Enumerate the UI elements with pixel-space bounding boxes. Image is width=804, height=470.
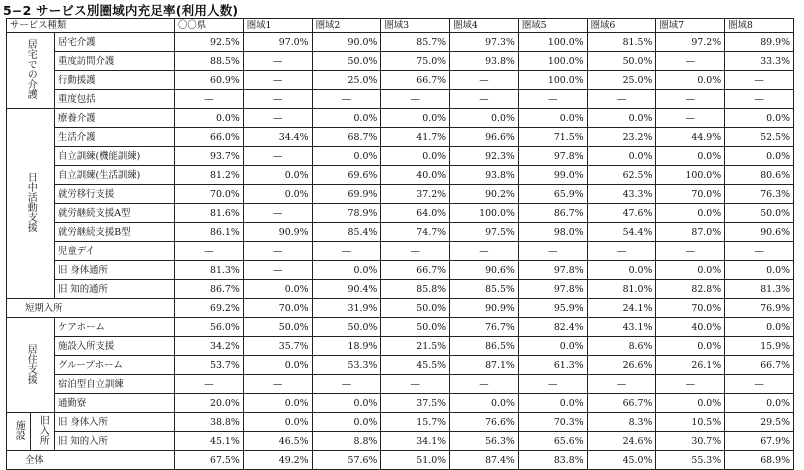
table-cell: 0.0%	[243, 356, 312, 375]
row-label: 宿泊型自立訓練	[55, 375, 175, 394]
table-cell: 0.0%	[243, 185, 312, 204]
table-cell: 29.5%	[725, 413, 794, 432]
table-cell: 25.0%	[587, 71, 656, 90]
table-cell: 50.0%	[312, 52, 381, 71]
table-cell: —	[587, 242, 656, 261]
table-cell: 60.9%	[175, 71, 244, 90]
header-column: 圏域6	[587, 19, 656, 33]
table-cell: 90.9%	[243, 223, 312, 242]
table-cell: 0.0%	[587, 147, 656, 166]
table-cell: 66.7%	[587, 394, 656, 413]
table-cell: 80.6%	[725, 166, 794, 185]
table-cell: —	[725, 242, 794, 261]
table-cell: —	[312, 90, 381, 109]
table-header-row	[7, 19, 794, 33]
row-label: 旧 身体入所	[55, 413, 175, 432]
row-label: 旧 知的入所	[55, 432, 175, 451]
table-cell: 26.1%	[656, 356, 725, 375]
table-cell: —	[243, 204, 312, 223]
table-cell: 93.7%	[175, 147, 244, 166]
table-cell: 21.5%	[381, 337, 450, 356]
row-label: 就労移行支援	[55, 185, 175, 204]
table-row	[7, 299, 794, 318]
table-cell: 18.9%	[312, 337, 381, 356]
table-cell: 65.6%	[518, 432, 587, 451]
table-cell: 90.6%	[725, 223, 794, 242]
table-cell: 97.8%	[518, 280, 587, 299]
table-cell: 37.5%	[381, 394, 450, 413]
table-cell: 31.9%	[312, 299, 381, 318]
header-column: 圏域4	[450, 19, 519, 33]
table-cell: 86.5%	[450, 337, 519, 356]
table-row	[7, 33, 794, 52]
table-cell: —	[656, 375, 725, 394]
table-cell: 66.7%	[725, 356, 794, 375]
table-cell: 34.4%	[243, 128, 312, 147]
table-cell: 97.5%	[450, 223, 519, 242]
table-cell: 70.0%	[656, 185, 725, 204]
table-cell: 90.0%	[312, 33, 381, 52]
table-cell: —	[381, 90, 450, 109]
table-cell: 90.2%	[450, 185, 519, 204]
table-cell: 85.5%	[450, 280, 519, 299]
table-cell: 0.0%	[725, 318, 794, 337]
table-cell: —	[656, 90, 725, 109]
table-cell: 99.0%	[518, 166, 587, 185]
table-cell: 55.3%	[656, 451, 725, 470]
table-cell: 8.6%	[587, 337, 656, 356]
category-label	[7, 33, 55, 109]
table-cell: 56.0%	[175, 318, 244, 337]
table-cell: —	[175, 90, 244, 109]
table-cell: 8.3%	[587, 413, 656, 432]
table-cell: 85.8%	[381, 280, 450, 299]
table-cell: 24.1%	[587, 299, 656, 318]
table-row	[7, 223, 794, 242]
table-cell: 41.7%	[381, 128, 450, 147]
table-cell: 90.6%	[450, 261, 519, 280]
table-cell: 66.7%	[381, 71, 450, 90]
table-cell: 0.0%	[656, 71, 725, 90]
table-cell: —	[243, 90, 312, 109]
table-cell: 81.6%	[175, 204, 244, 223]
table-cell: 97.8%	[518, 261, 587, 280]
table-cell: 50.0%	[381, 318, 450, 337]
table-cell: 0.0%	[450, 109, 519, 128]
header-column: 圏域1	[243, 19, 312, 33]
table-cell: 98.0%	[518, 223, 587, 242]
table-cell: 0.0%	[312, 394, 381, 413]
table-cell: 50.0%	[312, 318, 381, 337]
table-cell: 82.8%	[656, 280, 725, 299]
table-cell: —	[175, 242, 244, 261]
table-cell: 76.7%	[450, 318, 519, 337]
table-cell: 78.9%	[312, 204, 381, 223]
table-cell: 57.6%	[312, 451, 381, 470]
row-label: 施設入所支援	[55, 337, 175, 356]
row-label: 自立訓練(機能訓練)	[55, 147, 175, 166]
table-cell: 100.0%	[450, 204, 519, 223]
table-cell: 81.0%	[587, 280, 656, 299]
table-cell: 65.9%	[518, 185, 587, 204]
table-row	[7, 375, 794, 394]
table-cell: —	[243, 261, 312, 280]
table-cell: 40.0%	[656, 318, 725, 337]
table-cell: 23.2%	[587, 128, 656, 147]
table-cell: 43.1%	[587, 318, 656, 337]
table-cell: 45.5%	[381, 356, 450, 375]
table-row	[7, 261, 794, 280]
table-cell: 93.8%	[450, 166, 519, 185]
table-cell: —	[450, 242, 519, 261]
table-cell: 100.0%	[518, 71, 587, 90]
row-label: 療養介護	[55, 109, 175, 128]
table-cell: 86.7%	[518, 204, 587, 223]
table-cell: 81.2%	[175, 166, 244, 185]
table-cell: 88.5%	[175, 52, 244, 71]
table-cell: 97.8%	[518, 147, 587, 166]
table-cell: 97.0%	[243, 33, 312, 52]
table-row	[7, 356, 794, 375]
table-cell: 83.8%	[518, 451, 587, 470]
header-column: 圏域8	[725, 19, 794, 33]
table-cell: 64.0%	[381, 204, 450, 223]
table-cell: 43.3%	[587, 185, 656, 204]
header-column: 圏域7	[656, 19, 725, 33]
table-cell: 86.7%	[175, 280, 244, 299]
table-cell: 51.0%	[381, 451, 450, 470]
table-cell: 0.0%	[312, 261, 381, 280]
category-text: 旧入所	[37, 415, 49, 445]
table-row	[7, 432, 794, 451]
table-cell: 0.0%	[656, 261, 725, 280]
table-row	[7, 318, 794, 337]
table-cell: —	[243, 147, 312, 166]
table-row	[7, 337, 794, 356]
table-cell: 87.4%	[450, 451, 519, 470]
row-label: 就労継続支援A型	[55, 204, 175, 223]
category-label	[7, 413, 31, 451]
table-cell: —	[450, 375, 519, 394]
table-cell: 0.0%	[243, 280, 312, 299]
row-label: 児童デイ	[55, 242, 175, 261]
row-label: 行動援護	[55, 71, 175, 90]
table-cell: —	[243, 52, 312, 71]
table-cell: 0.0%	[243, 413, 312, 432]
table-cell: 97.3%	[450, 33, 519, 52]
row-label: 通勤寮	[55, 394, 175, 413]
table-cell: 61.3%	[518, 356, 587, 375]
table-cell: 0.0%	[381, 147, 450, 166]
table-cell: 0.0%	[725, 109, 794, 128]
table-cell: 71.5%	[518, 128, 587, 147]
table-cell: 69.2%	[175, 299, 244, 318]
table-cell: 45.0%	[587, 451, 656, 470]
table-cell: 24.6%	[587, 432, 656, 451]
table-row	[7, 147, 794, 166]
table-cell: 0.0%	[725, 147, 794, 166]
table-cell: 0.0%	[725, 261, 794, 280]
table-cell: —	[175, 375, 244, 394]
row-label: 重度訪問介護	[55, 52, 175, 71]
table-cell: 25.0%	[312, 71, 381, 90]
table-cell: 82.4%	[518, 318, 587, 337]
table-cell: 89.9%	[725, 33, 794, 52]
table-cell: 90.4%	[312, 280, 381, 299]
table-cell: 66.7%	[381, 261, 450, 280]
table-cell: 66.0%	[175, 128, 244, 147]
table-cell: —	[450, 90, 519, 109]
table-cell: 50.0%	[381, 299, 450, 318]
table-cell: 86.1%	[175, 223, 244, 242]
table-cell: 0.0%	[518, 337, 587, 356]
table-cell: 52.5%	[725, 128, 794, 147]
table-row	[7, 52, 794, 71]
table-cell: 0.0%	[312, 413, 381, 432]
table-cell: —	[243, 71, 312, 90]
table-cell: —	[587, 375, 656, 394]
row-label: 生活介護	[55, 128, 175, 147]
table-cell: 70.0%	[243, 299, 312, 318]
table-row	[7, 204, 794, 223]
table-cell: 67.5%	[175, 451, 244, 470]
table-cell: 81.3%	[175, 261, 244, 280]
table-cell: 0.0%	[243, 394, 312, 413]
table-cell: 0.0%	[312, 109, 381, 128]
table-cell: 50.0%	[243, 318, 312, 337]
table-cell: 26.6%	[587, 356, 656, 375]
table-cell: 96.6%	[450, 128, 519, 147]
category-label	[31, 413, 55, 451]
table-cell: 33.3%	[725, 52, 794, 71]
table-cell: 0.0%	[450, 394, 519, 413]
row-label: 短期入所	[7, 299, 175, 318]
table-row	[7, 413, 794, 432]
table-cell: 95.9%	[518, 299, 587, 318]
table-cell: 8.8%	[312, 432, 381, 451]
table-cell: 92.5%	[175, 33, 244, 52]
table-cell: 0.0%	[518, 394, 587, 413]
table-cell: 38.8%	[175, 413, 244, 432]
table-cell: —	[243, 109, 312, 128]
table-row	[7, 451, 794, 470]
table-cell: —	[656, 52, 725, 71]
table-cell: 87.1%	[450, 356, 519, 375]
table-cell: 54.4%	[587, 223, 656, 242]
table-cell: 67.9%	[725, 432, 794, 451]
table-cell: —	[381, 242, 450, 261]
table-cell: —	[518, 242, 587, 261]
row-label: 全体	[7, 451, 175, 470]
table-cell: 0.0%	[725, 394, 794, 413]
table-cell: —	[656, 109, 725, 128]
table-cell: 40.0%	[381, 166, 450, 185]
table-row	[7, 242, 794, 261]
category-text: 日中活動支援	[25, 172, 37, 232]
table-cell: 76.3%	[725, 185, 794, 204]
table-cell: 62.5%	[587, 166, 656, 185]
table-cell: 10.5%	[656, 413, 725, 432]
table-cell: 53.3%	[312, 356, 381, 375]
category-text: 居宅での介護	[25, 39, 37, 99]
table-cell: 85.7%	[381, 33, 450, 52]
table-cell: 0.0%	[175, 109, 244, 128]
table-cell: —	[725, 375, 794, 394]
table-cell: —	[243, 375, 312, 394]
table-cell: —	[381, 375, 450, 394]
table-cell: 92.3%	[450, 147, 519, 166]
table-cell: 100.0%	[518, 52, 587, 71]
row-label: 就労継続支援B型	[55, 223, 175, 242]
row-label: 旧 知的通所	[55, 280, 175, 299]
table-cell: 69.6%	[312, 166, 381, 185]
row-label: ケアホーム	[55, 318, 175, 337]
table-row	[7, 394, 794, 413]
header-column: 〇〇県	[175, 19, 244, 33]
table-cell: 76.9%	[725, 299, 794, 318]
category-label	[7, 318, 55, 413]
table-cell: 0.0%	[243, 166, 312, 185]
table-cell: 90.9%	[450, 299, 519, 318]
table-cell: 37.2%	[381, 185, 450, 204]
table-row	[7, 128, 794, 147]
table-cell: 70.0%	[175, 185, 244, 204]
page-title: 5−2 サービス別圏域内充足率(利用人数)	[3, 3, 239, 18]
table-cell: 76.6%	[450, 413, 519, 432]
header-column: 圏域2	[312, 19, 381, 33]
table-cell: 68.9%	[725, 451, 794, 470]
table-cell: 49.2%	[243, 451, 312, 470]
table-cell: 69.9%	[312, 185, 381, 204]
row-label: 居宅介護	[55, 33, 175, 52]
table-cell: 0.0%	[656, 147, 725, 166]
table-cell: 0.0%	[656, 394, 725, 413]
table-cell: 0.0%	[381, 109, 450, 128]
category-label	[7, 109, 55, 299]
table-cell: 85.4%	[312, 223, 381, 242]
table-cell: 46.5%	[243, 432, 312, 451]
table-cell: 34.2%	[175, 337, 244, 356]
header-service-type: サービス種類	[7, 19, 175, 33]
table-cell: —	[725, 71, 794, 90]
row-label: 重度包括	[55, 90, 175, 109]
table-cell: 44.9%	[656, 128, 725, 147]
table-cell: 15.9%	[725, 337, 794, 356]
category-text: 居住支援	[25, 343, 37, 384]
table-row	[7, 280, 794, 299]
table-cell: 74.7%	[381, 223, 450, 242]
table-cell: 50.0%	[725, 204, 794, 223]
table-cell: 0.0%	[656, 204, 725, 223]
table-cell: 87.0%	[656, 223, 725, 242]
category-text: 施設	[13, 420, 25, 440]
table-cell: 47.6%	[587, 204, 656, 223]
header-column: 圏域5	[518, 19, 587, 33]
table-cell: —	[450, 71, 519, 90]
table-cell: 68.7%	[312, 128, 381, 147]
table-cell: 100.0%	[656, 166, 725, 185]
table-cell: 70.0%	[656, 299, 725, 318]
table-cell: —	[656, 242, 725, 261]
table-cell: 50.0%	[587, 52, 656, 71]
table-cell: 30.7%	[656, 432, 725, 451]
table-cell: 70.3%	[518, 413, 587, 432]
row-label: 自立訓練(生活訓練)	[55, 166, 175, 185]
table-cell: 0.0%	[518, 109, 587, 128]
table-row	[7, 109, 794, 128]
table-cell: 75.0%	[381, 52, 450, 71]
table-row	[7, 166, 794, 185]
table-cell: 97.2%	[656, 33, 725, 52]
table-cell: 0.0%	[587, 109, 656, 128]
table-cell: 53.7%	[175, 356, 244, 375]
header-column: 圏域3	[381, 19, 450, 33]
table-cell: 15.7%	[381, 413, 450, 432]
table-row	[7, 185, 794, 204]
table-cell: 20.0%	[175, 394, 244, 413]
table-cell: —	[243, 242, 312, 261]
table-cell: 100.0%	[518, 33, 587, 52]
table-cell: 0.0%	[587, 261, 656, 280]
table-cell: 34.1%	[381, 432, 450, 451]
table-cell: 0.0%	[312, 147, 381, 166]
row-label: 旧 身体通所	[55, 261, 175, 280]
table-cell: —	[518, 90, 587, 109]
row-label: グループホーム	[55, 356, 175, 375]
table-cell: 81.3%	[725, 280, 794, 299]
table-cell: —	[587, 90, 656, 109]
table-cell: 45.1%	[175, 432, 244, 451]
table-row	[7, 90, 794, 109]
table-cell: 56.3%	[450, 432, 519, 451]
table-cell: 81.5%	[587, 33, 656, 52]
table-row	[7, 71, 794, 90]
table-cell: 0.0%	[656, 337, 725, 356]
table-cell: —	[312, 242, 381, 261]
table-cell: —	[725, 90, 794, 109]
table-cell: 93.8%	[450, 52, 519, 71]
table-cell: —	[312, 375, 381, 394]
service-sufficiency-table	[6, 18, 794, 470]
table-cell: 35.7%	[243, 337, 312, 356]
table-cell: —	[518, 375, 587, 394]
